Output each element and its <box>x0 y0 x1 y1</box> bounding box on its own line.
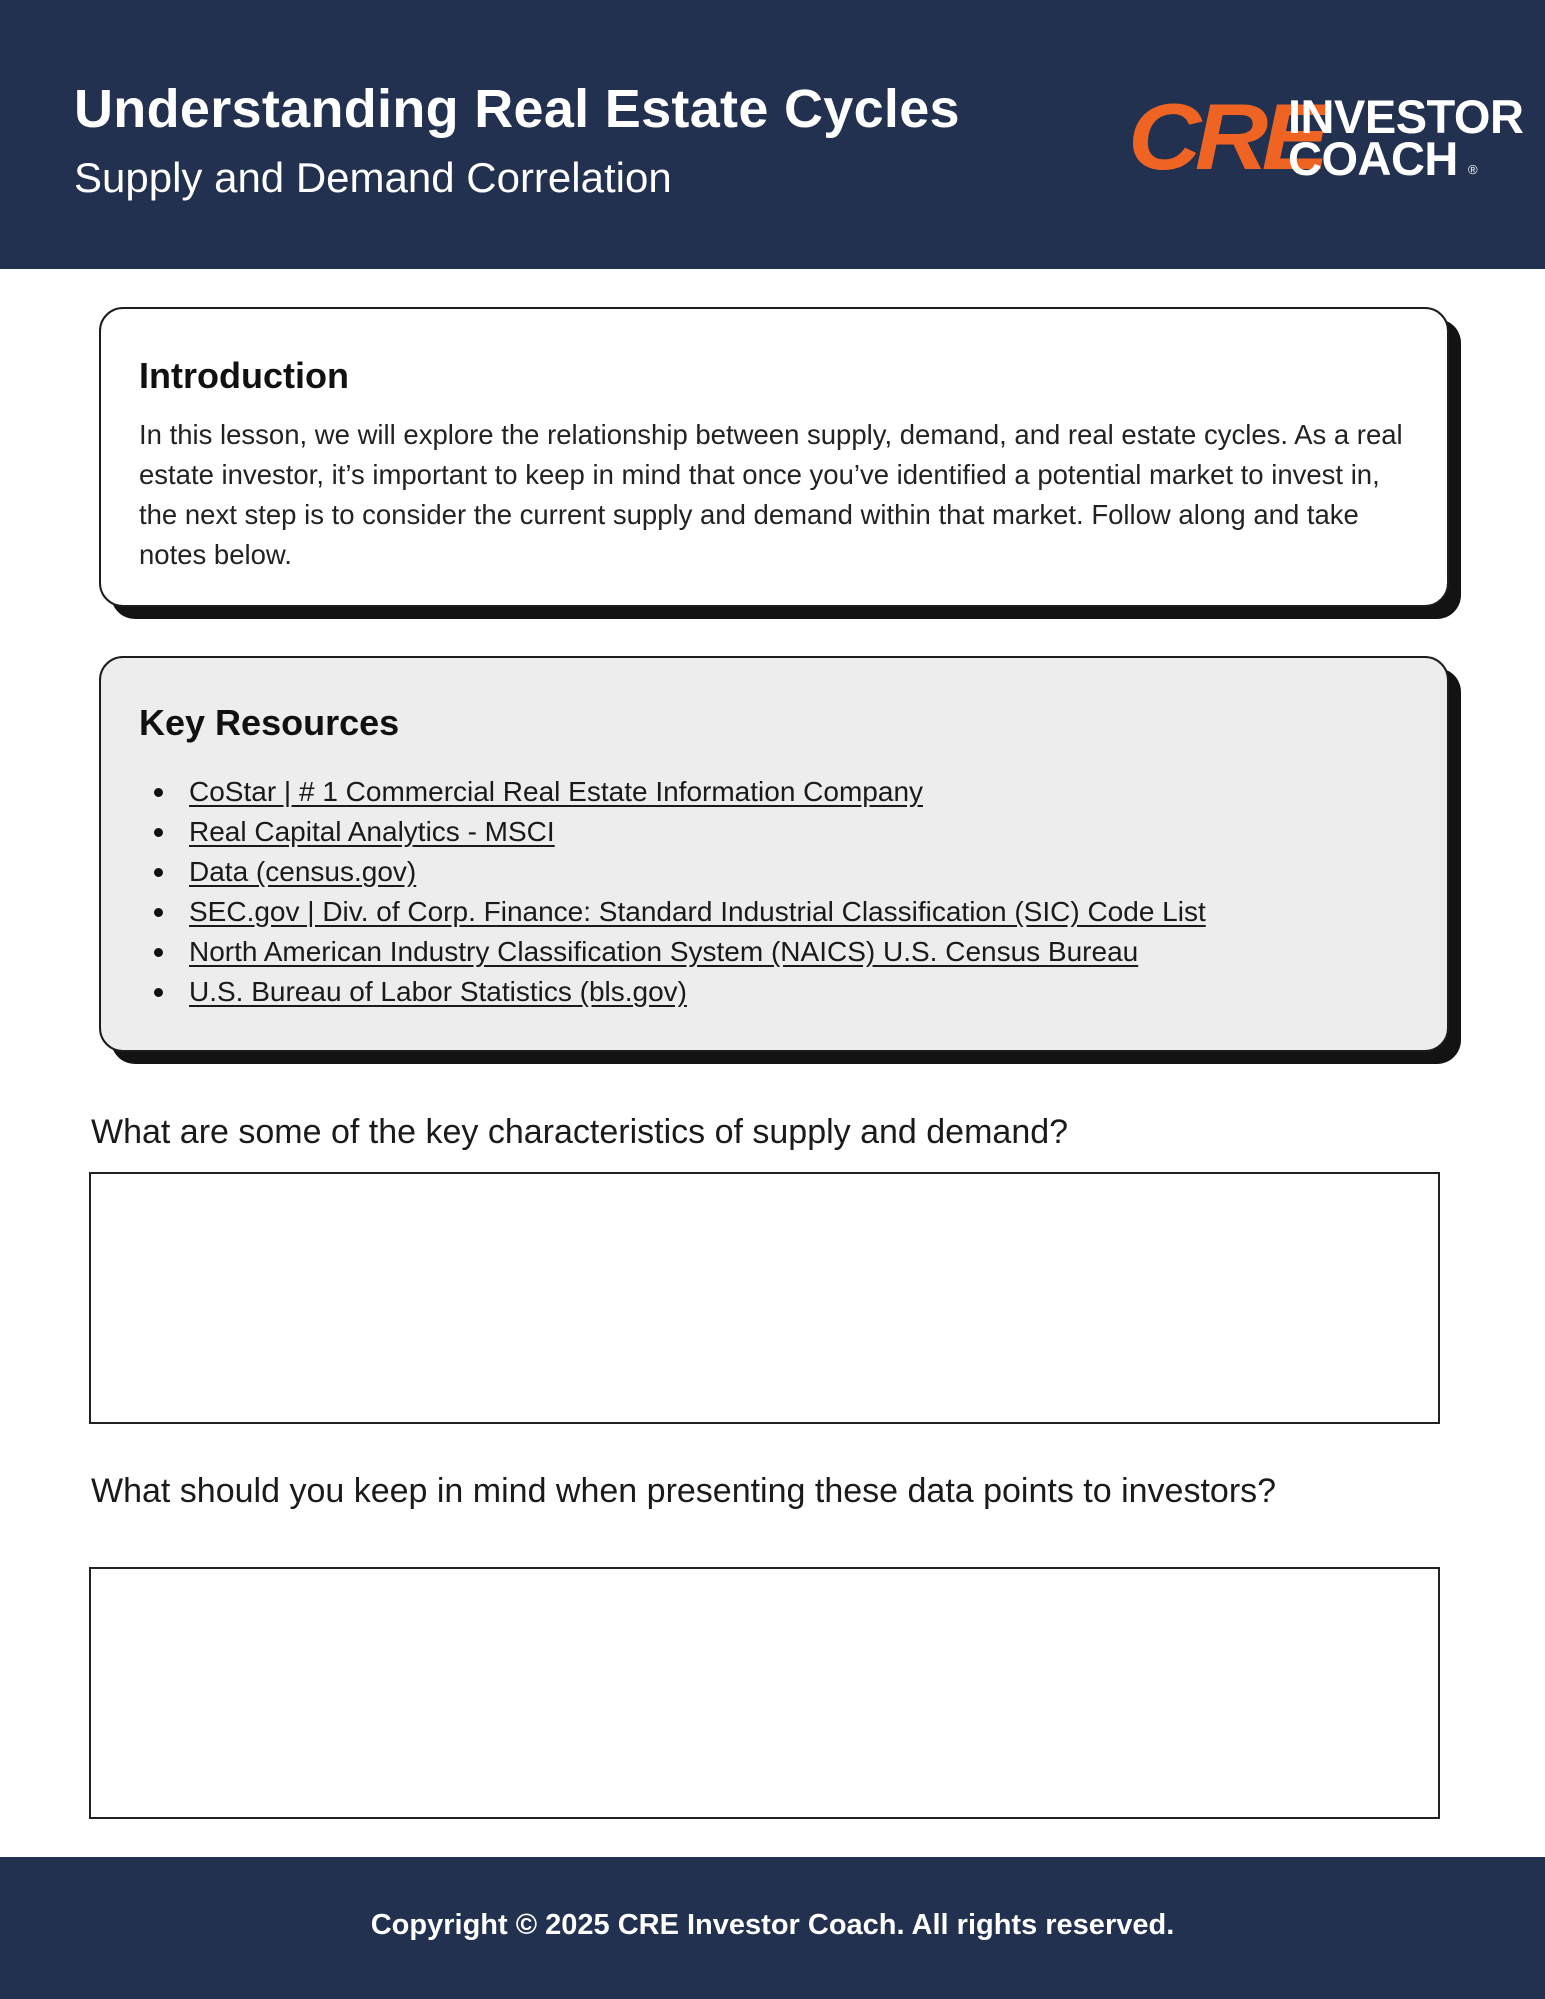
resource-link-census-data[interactable]: Data (census.gov) <box>189 856 417 887</box>
resource-item <box>139 892 1206 932</box>
logo-mark: CRE <box>1128 84 1323 189</box>
bullet-icon <box>154 828 163 837</box>
introduction-text: In this lesson, we will explore the relationship between supply, demand, and real estate cycles. As a real estate investor, it’s important to keep in mind that once you’ve identified a potential market to invest in, the next step is to consider the current supply and demand within that market. Follow along and take notes below. <box>139 419 1403 570</box>
page-subtitle: Supply and Demand Correlation <box>74 154 672 201</box>
copyright-text: Copyright © 2025 CRE Investor Coach. All rights reserved. <box>370 1909 1175 1941</box>
key-resources-heading: Key Resources <box>139 702 400 743</box>
resource-list <box>139 772 1206 1012</box>
bullet-icon <box>154 948 163 957</box>
answer-field-2[interactable] <box>89 1567 1440 1819</box>
question-1: What are some of the key characteristics of supply and demand? <box>91 1113 1069 1151</box>
logo-word-coach: COACH <box>1288 132 1458 185</box>
resource-link-naics[interactable]: North American Industry Classification System (NAICS) U.S. Census Bureau <box>189 936 1139 967</box>
resource-item <box>139 972 1206 1012</box>
logo-word-investor: INVESTOR <box>1288 90 1524 143</box>
introduction-card <box>99 307 1449 607</box>
resource-link-sec-sic[interactable]: SEC.gov | Div. of Corp. Finance: Standard Industrial Classification (SIC) Code List <box>189 896 1206 927</box>
resource-link-costar[interactable]: CoStar | # 1 Commercial Real Estate Information Company <box>189 776 924 807</box>
bullet-icon <box>154 868 163 877</box>
key-resources-card <box>99 656 1449 1052</box>
page-footer <box>0 1857 1545 1999</box>
bullet-icon <box>154 788 163 797</box>
bullet-icon <box>154 988 163 997</box>
question-2: What should you keep in mind when presenting these data points to investors? <box>91 1472 1277 1510</box>
brand-logo <box>1128 84 1524 189</box>
resource-link-rca-msci[interactable]: Real Capital Analytics - MSCI <box>189 816 555 847</box>
resource-item <box>139 772 1206 812</box>
page-title: Understanding Real Estate Cycles <box>74 79 960 139</box>
resource-item <box>139 932 1206 972</box>
page-header <box>0 0 1545 269</box>
resource-item <box>139 812 1206 852</box>
resource-link-bls[interactable]: U.S. Bureau of Labor Statistics (bls.gov) <box>189 976 687 1007</box>
resource-item <box>139 852 1206 892</box>
registered-mark: ® <box>1468 162 1478 177</box>
introduction-heading: Introduction <box>139 355 349 396</box>
bullet-icon <box>154 908 163 917</box>
answer-field-1[interactable] <box>89 1172 1440 1424</box>
